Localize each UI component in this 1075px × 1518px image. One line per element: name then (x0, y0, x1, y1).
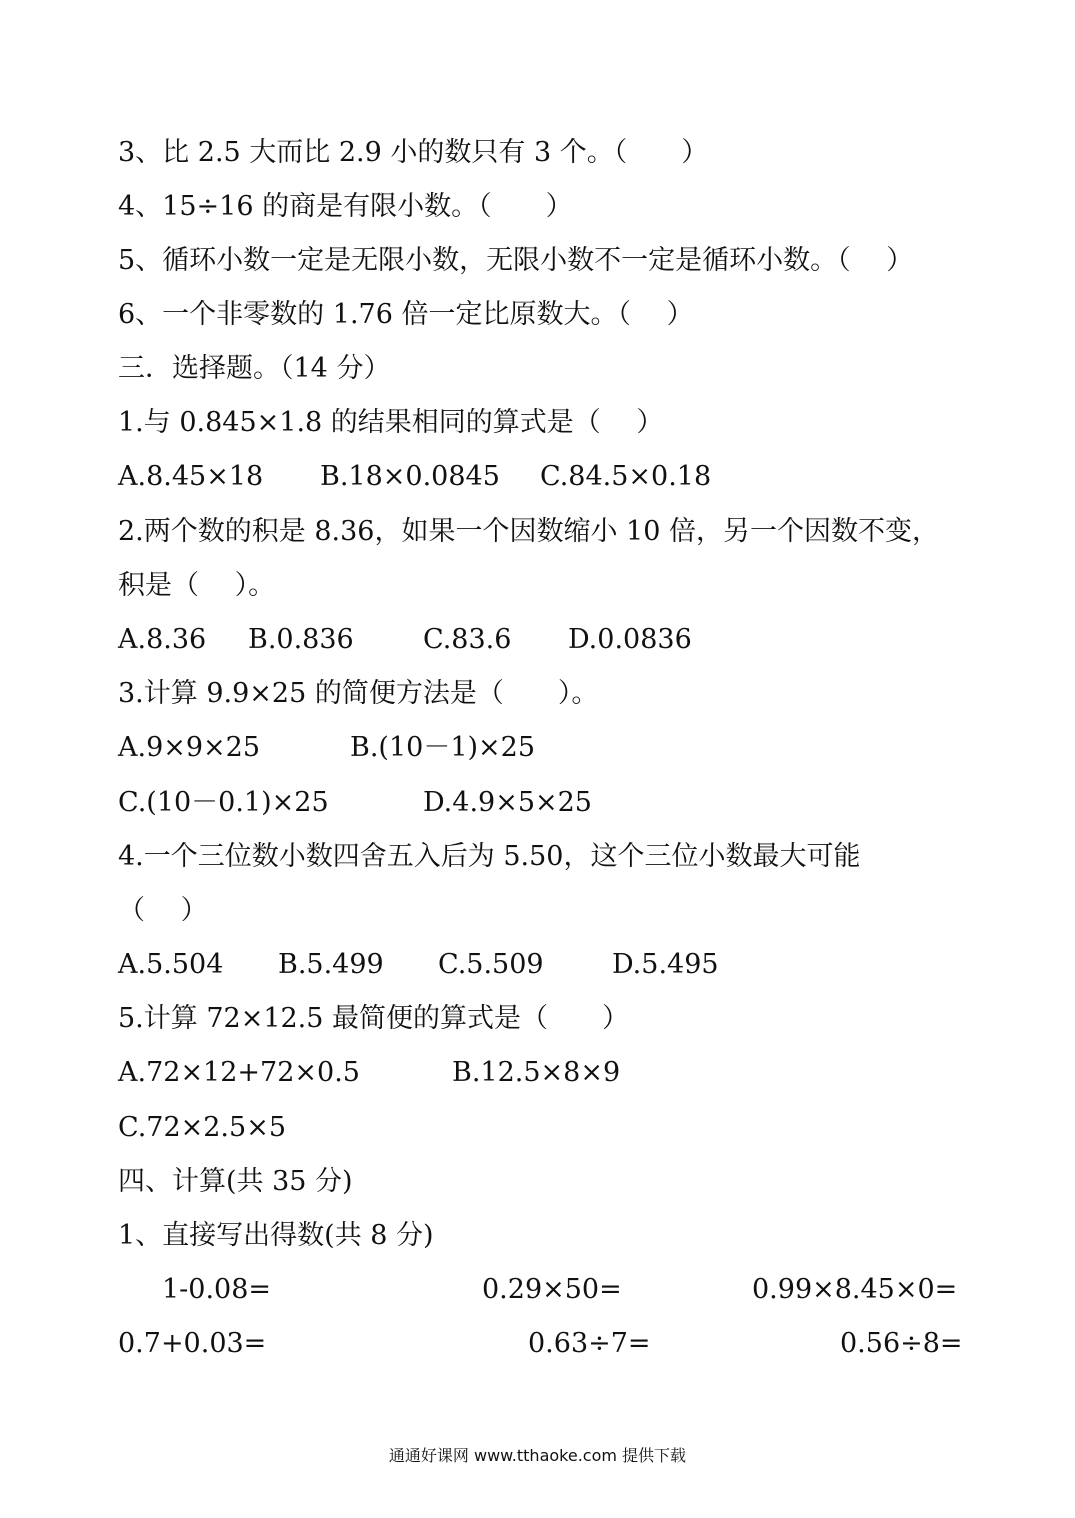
choice-q5-option-a: A.72×12+72×0.5 (118, 1057, 360, 1088)
calc-problem: 0.63÷7= (528, 1328, 651, 1359)
judgment-item-6: 6、一个非零数的 1.76 倍一定比原数大。（ ） (118, 299, 694, 330)
choice-q4-option-b: B.5.499 (278, 949, 384, 980)
choice-q3-option-a: A.9×9×25 (118, 732, 261, 763)
choice-q2-option-d: D.0.0836 (568, 624, 692, 655)
calc-problem: 0.56÷8= (840, 1328, 963, 1359)
section-heading-calc: 四、计算(共 35 分) (118, 1166, 353, 1197)
judgment-item-5: 5、循环小数一定是无限小数，无限小数不一定是循环小数。（ ） (118, 245, 914, 276)
choice-q2-option-a: A.8.36 (118, 624, 207, 655)
choice-q4-option-d: D.5.495 (612, 949, 719, 980)
calc-problem: 0.99×8.45×0= (752, 1274, 958, 1305)
choice-q2-option-c: C.83.6 (423, 624, 512, 655)
page-footer: 通通好课网 www.tthaoke.com 提供下载 (388, 1446, 687, 1465)
choice-q4-option-c: C.5.509 (438, 949, 544, 980)
choice-q5-option-c: C.72×2.5×5 (118, 1112, 286, 1143)
section-heading-choice: 三．选择题。（14 分） (118, 353, 391, 384)
choice-q2-stem-line2: 积是（ ）。 (118, 570, 276, 601)
judgment-item-4: 4、15÷16 的商是有限小数。（ ） (118, 191, 573, 222)
choice-q5-stem: 5.计算 72×12.5 最简便的算式是（ ） (118, 1003, 630, 1034)
judgment-item-3: 3、比 2.5 大而比 2.9 小的数只有 3 个。（ ） (118, 137, 709, 168)
choice-q5-option-b: B.12.5×8×9 (452, 1057, 621, 1088)
choice-q4-option-a: A.5.504 (118, 949, 224, 980)
choice-q3-option-d: D.4.9×5×25 (423, 787, 592, 818)
choice-q2-stem-line1: 2.两个数的积是 8.36，如果一个因数缩小 10 倍，另一个因数不变， (118, 516, 939, 547)
choice-q3-option-b: B.(10－1)×25 (350, 732, 536, 763)
calc-problem: 1-0.08= (162, 1274, 272, 1305)
choice-q3-stem: 3.计算 9.9×25 的简便方法是（ ）。 (118, 678, 599, 709)
choice-q4-stem-line1: 4.一个三位数小数四舍五入后为 5.50，这个三位小数最大可能 (118, 841, 861, 872)
choice-q4-stem-line2: （ ） (118, 895, 208, 926)
calc-problem: 0.29×50= (482, 1274, 622, 1305)
choice-q3-option-c: C.(10－0.1)×25 (118, 787, 329, 818)
choice-q1-option-c: C.84.5×0.18 (540, 461, 712, 492)
choice-q2-option-b: B.0.836 (248, 624, 354, 655)
choice-q1-option-a: A.8.45×18 (118, 461, 264, 492)
choice-q1-stem: 1.与 0.845×1.8 的结果相同的算式是（ ） (118, 407, 664, 438)
choice-q1-option-b: B.18×0.0845 (320, 461, 500, 492)
calc-subheading-1: 1、直接写出得数(共 8 分) (118, 1220, 434, 1251)
calc-problem: 0.7+0.03= (118, 1328, 267, 1359)
